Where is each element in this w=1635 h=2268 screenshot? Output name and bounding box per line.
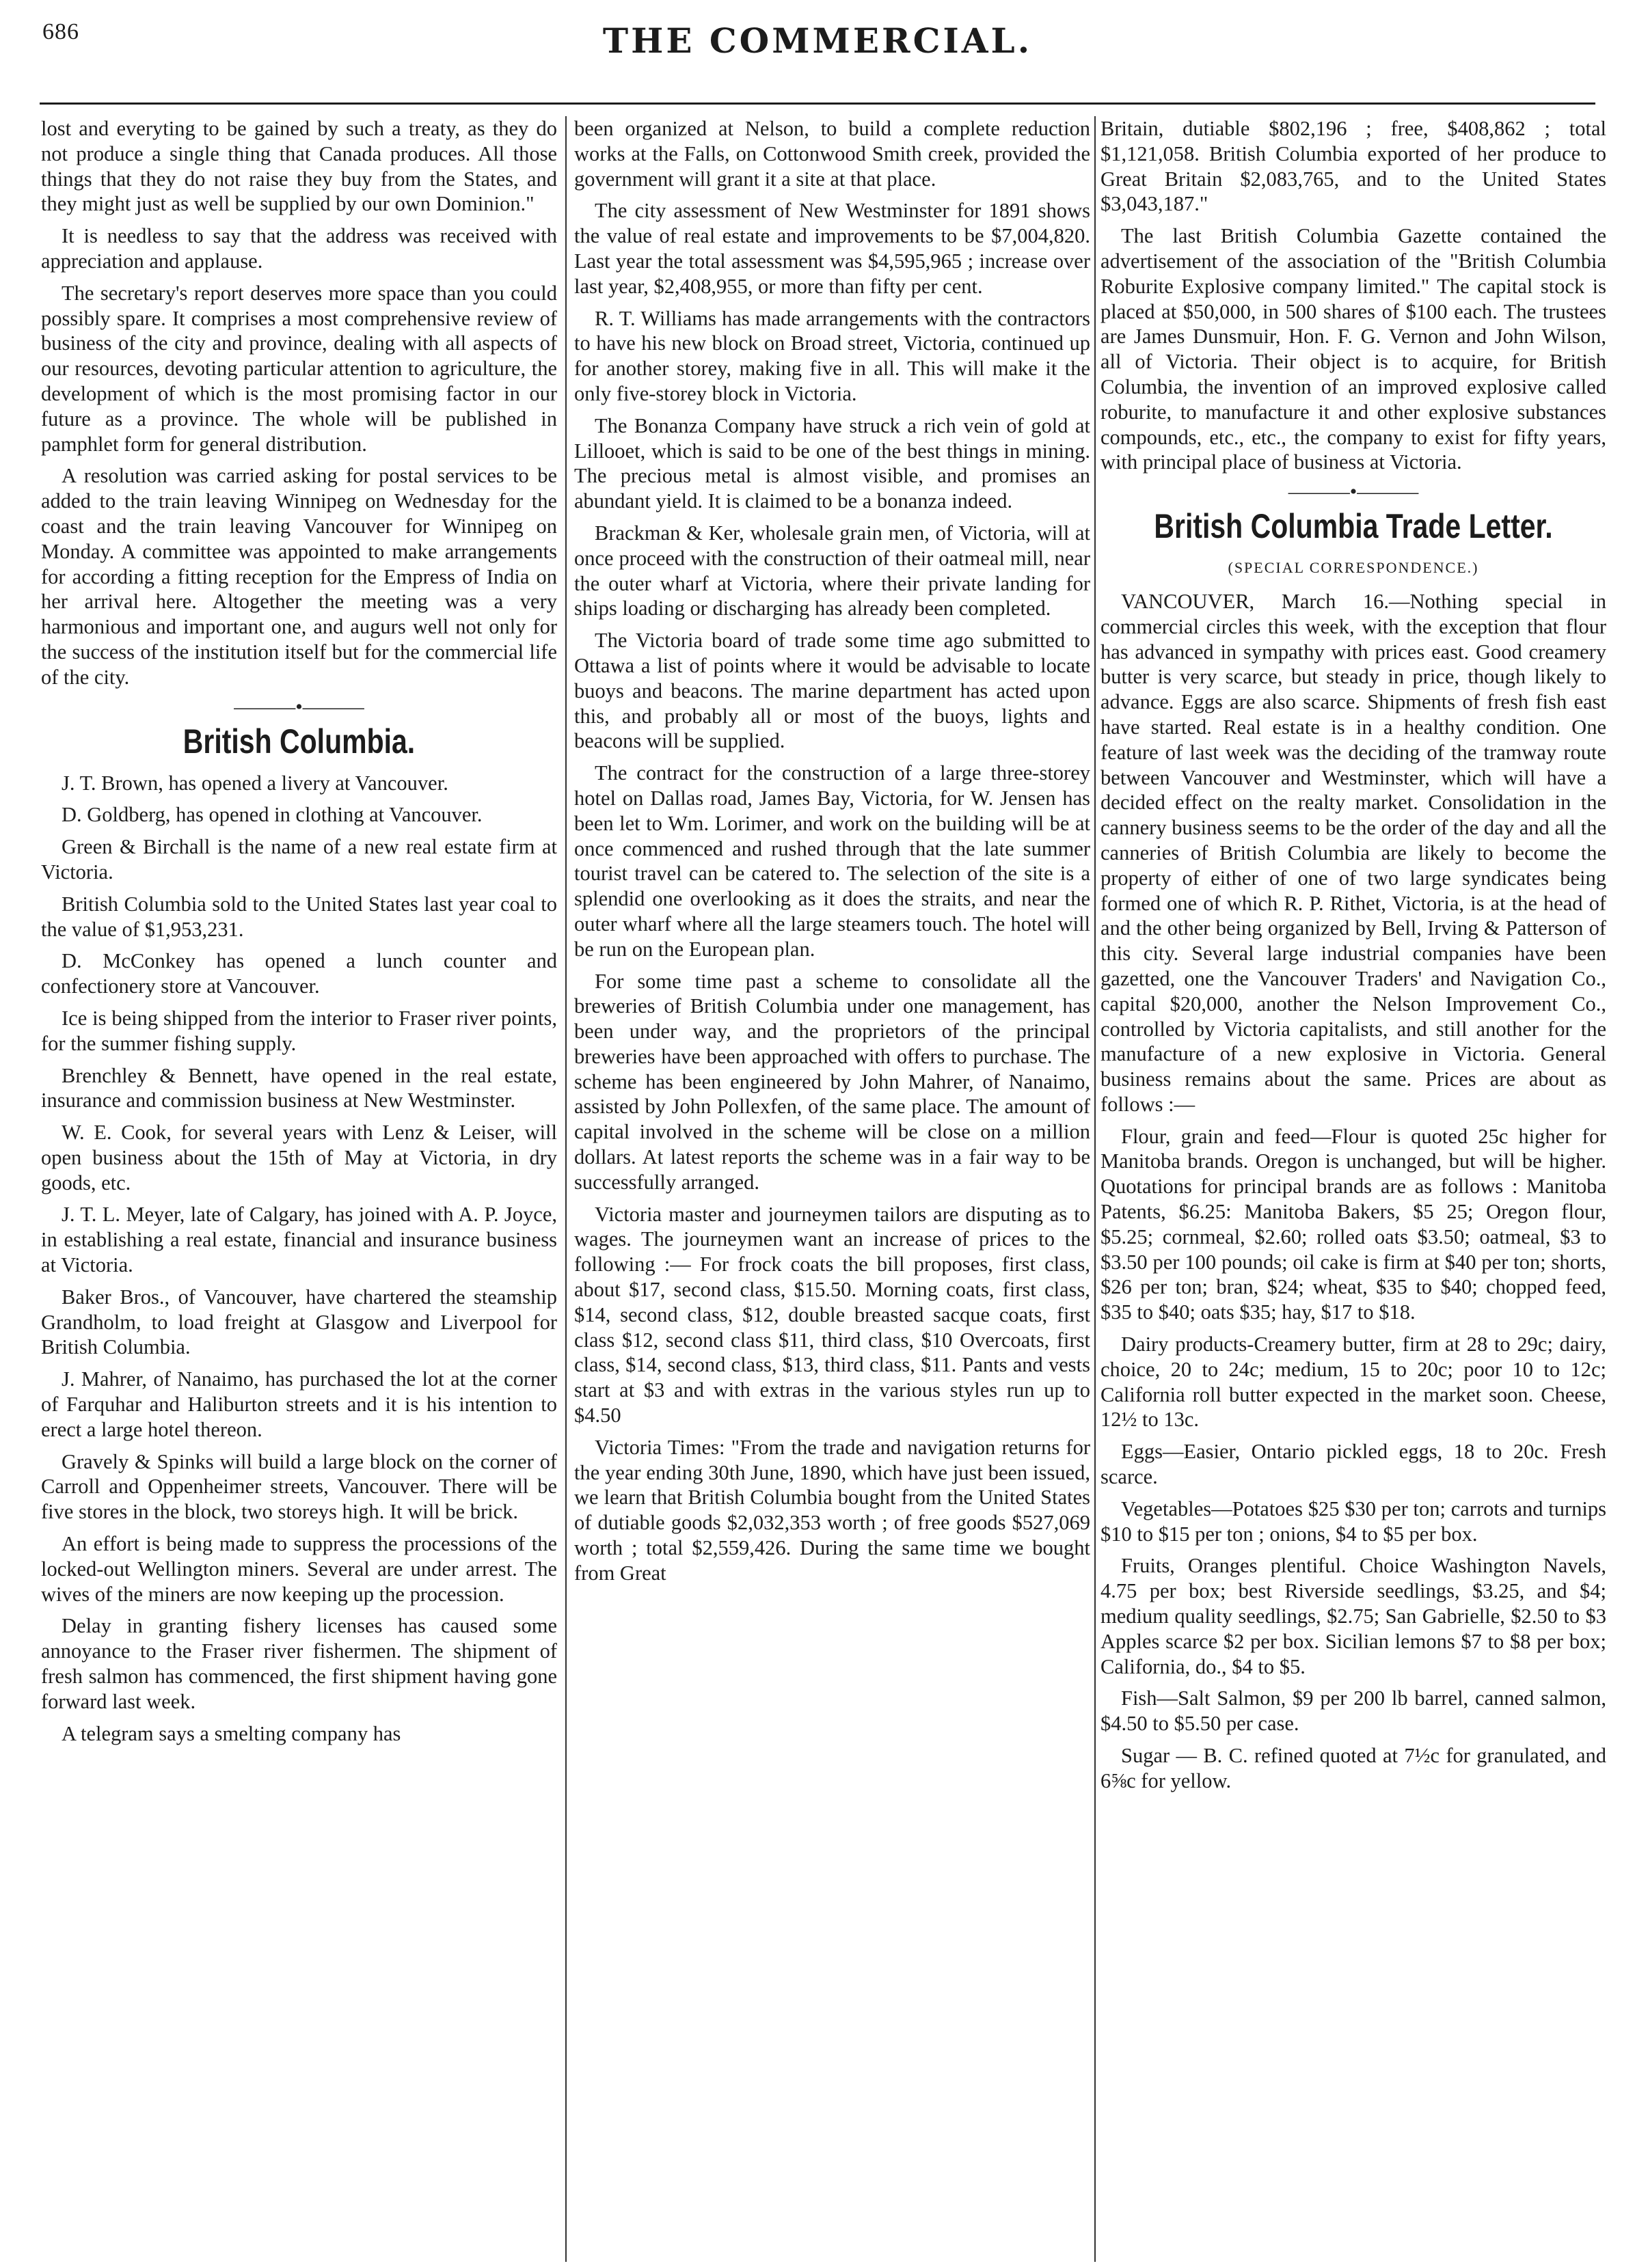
news-item: For some time past a scheme to consolidate all the breweries of British Columbia under one management, has been under way, and the proprietors of the principal breweries have been approached with offers to purchase. The scheme has been engineered by John Mahrer, of Nanaimo, assisted by John Pollexfen, of the same place. The amount of capital involved in the scheme will be close on a million dollars. At latest reports the scheme was in a fair way to be successfully arranged. (574, 969, 1090, 1194)
news-item: A telegram says a smelting company has (62, 1721, 401, 1745)
news-item: Baker Bros., of Vancouver, have chartered the steamship Grandholm, to load freight at Glasgow and Liverpool for British Columbia. (41, 1285, 557, 1359)
news-item: An effort is being made to suppress the processions of the locked-out Wellington miners. Several are under arrest. The wives of the miners are now keeping up the procession. (41, 1532, 557, 1606)
column-3 (1100, 116, 1606, 2262)
news-item: J. T. Brown, has opened a livery at Vancouver. (62, 771, 448, 795)
section-heading: British Columbia. (183, 722, 416, 761)
column-2 (574, 116, 1090, 2262)
news-item: The last British Columbia Gazette contained the advertisement of the association of the "British Columbia Roburite Explosive company limited." The capital stock is placed at $50,000, in 500 shares of $100 each. The trustees are James Dunsmuir, Hon. F. G. Vernon and John Wilson, all of Victoria. Their object is to acquire, for British Columbia, the invention of an improved explosive called roburite, to manufacture it and other explosive substances compounds, etc., etc., the company to exist for fifty years, with principal place of business at Victoria. (1100, 224, 1606, 474)
column-divider (1094, 116, 1096, 2262)
news-item: Delay in granting fishery licenses has caused some annoyance to the Fraser river fishermen. The shipment of fresh salmon has commenced, the first shipment having gone forward last week. (41, 1614, 557, 1713)
news-item: Ice is being shipped from the interior to Fraser river points, for the summer fishing supply. (41, 1006, 557, 1055)
article-paragraph: It is needless to say that the address was received with appreciation and applause. (41, 224, 557, 273)
news-item: D. McConkey has opened a lunch counter and confectionery store at Vancouver. (41, 949, 557, 998)
news-item: Victoria Times: "From the trade and navigation returns for the year ending 30th June, 1890, which have just been issued, we learn that British Columbia bought from the United States of dutiable goods $2,032,353 worth ; of free goods $527,069 worth ; total $2,559,426. During the same time we bought from Great (574, 1435, 1090, 1585)
news-item: British Columbia sold to the United States last year coal to the value of $1,953,231. (41, 892, 557, 941)
news-item: The contract for the construction of a large three-storey hotel on Dallas road, James Bay, Victoria, for W. Jensen has been let to Wm. Lorimer, and work on the building will be at once commenced and rushed through that the late summer tourist travel can be catered to. The selection of the site is a splendid one overlooking as it does the straits, and near the outer wharf where all the large steamers touch. The hotel will be run on the European plan. (574, 761, 1090, 961)
article-paragraph: A resolution was carried asking for postal services to be added to the train leaving Winnipeg on Wednesday for the coast and the train leaving Vancouver for Winnipeg on Monday. A committee was appointed to make arrangements for according a fitting reception for the Empress of India on her arrival here. Altogether the meeting was a very harmonious and important one, and augurs well not only for the success of the institution itself but for the commercial life of the city. (41, 464, 557, 689)
section-divider-ornament: ———•——— (1288, 480, 1419, 504)
news-item: J. T. L. Meyer, late of Calgary, has joined with A. P. Joyce, in establishing a real estate, financial and insurance business at Victoria. (41, 1203, 557, 1277)
news-item: Brenchley & Bennett, have opened in the real estate, insurance and commission business at New Westminster. (41, 1063, 557, 1112)
news-item: Green & Birchall is the name of a new real estate firm at Victoria. (41, 835, 557, 884)
news-item: R. T. Williams has made arrangements with the contractors to have his new block on Broad street, Victoria, continued up for another storey, making five in all. This will make it the only five-storey block in Victoria. (574, 306, 1090, 405)
news-item: Gravely & Spinks will build a large block on the corner of Carroll and Oppenheimer streets, Vancouver. There will be five stores in the block, two storeys high. It will be brick. (41, 1449, 557, 1524)
news-item: The Bonanza Company have struck a rich vein of gold at Lillooet, which is said to be one of the best things in mining. The precious metal is almost visible, and promises an abundant yield. It is claimed to be a bonanza indeed. (574, 413, 1090, 513)
section-subheading: (SPECIAL CORRESPONDENCE.) (1228, 559, 1479, 577)
news-item: been organized at Nelson, to build a complete reduction works at the Falls, on Cottonwood Smith creek, provided the government will grant it a site at that place. (574, 117, 1090, 191)
news-item: Brackman & Ker, wholesale grain men, of Victoria, will at once proceed with the construction of their oatmeal mill, near the outer wharf at Victoria, where their private landing for ships loading or discharging has already been completed. (574, 521, 1090, 620)
article-paragraph: lost and everyting to be gained by such a treaty, as they do not produce a single thing that Canada produces. All those things that they do not raise they buy from the States, and they might just as well be supplied by our own Dominion." (41, 117, 557, 216)
news-item: D. Goldberg, has opened in clothing at Vancouver. (62, 803, 483, 827)
market-report-paragraph: Fruits, Oranges plentiful. Choice Washington Navels, 4.75 per box; best Riverside seedlings, $3.25, and $4; medium quality seedlings, $2.75; San Gabrielle, $2.50 to $3 Apples scarce $2 per box. Sicilian lemons $7 to $8 per box; California, do., $4 to $5. (1100, 1554, 1606, 1678)
header-rule (40, 103, 1595, 105)
section-divider-ornament: ———•——— (234, 695, 364, 718)
market-report-paragraph: Eggs—Easier, Ontario pickled eggs, 18 to 20c. Fresh scarce. (1100, 1440, 1606, 1489)
market-report-paragraph: VANCOUVER, March 16.—Nothing special in commercial circles this week, with the exception that flour has advanced in sympathy with prices east. Good creamery butter is very scarce, but steady in price, though likely to advance. Eggs are also scarce. Shipments of fresh fish east have started. Real estate is in a healthy condition. One feature of last week was the deciding of the tramway route between Vancouver and Westminster, which will have a decided effect on the realty market. Consolidation in the cannery business seems to be the order of the day and all the canneries of British Columbia are likely to become the property of either of one of two large syndicates being formed one of which R. P. Rithet, Victoria, is at the head of and the other being organized by Bell, Irving & Patterson of this city. Several large industrial companies have been gazetted, one the Vancouver Traders' and Navigation Co., capital $20,000, another the Nelson Improvement Co., controlled by Victoria capitalists, and still another for the manufacture of a new explosive in Victoria. General business remains about the same. Prices are about as follows :— (1100, 589, 1606, 1116)
section-heading: British Columbia Trade Letter. (1154, 507, 1553, 546)
market-report-paragraph: Vegetables—Potatoes $25 $30 per ton; carrots and turnips $10 to $15 per ton ; onions, $4 to $5 per box. (1100, 1497, 1606, 1546)
market-report-paragraph: Flour, grain and feed—Flour is quoted 25c higher for Manitoba brands. Oregon is unchanged, but will be higher. Quotations for principal brands are as follows : Manitoba Patents, $6.25: Manitoba Bakers, $5 25; Oregon flour, $5.25; cornmeal, $2.60; rolled oats $3.50; oatmeal, $3 to $3.50 per 100 pounds; oil cake is firm at $40 per ton; shorts, $26 per ton; bran, $24; wheat, $35 to $40; chopped feed, $35 to $40; oats $35; hay, $17 to $18. (1100, 1124, 1606, 1324)
market-report-paragraph: Fish—Salt Salmon, $9 per 200 lb barrel, canned salmon, $4.50 to $5.50 per case. (1100, 1686, 1606, 1736)
column-divider (565, 116, 567, 2262)
page-number: 686 (42, 19, 79, 44)
news-item: W. E. Cook, for several years with Lenz & Leiser, will open business about the 15th of May at Victoria, in dry goods, etc. (41, 1121, 557, 1194)
news-item: Britain, dutiable $802,196 ; free, $408,862 ; total $1,121,058. British Columbia exported of her produce to Great Britain $2,083,765, and to the United States $3,043,187." (1100, 117, 1606, 216)
news-item: The Victoria board of trade some time ago submitted to Ottawa a list of points where it would be advisable to locate buoys and beacons. The marine department has acted upon this, and probably all or most of the buoys, lights and beacons will be supplied. (574, 629, 1090, 753)
news-item: The city assessment of New Westminster for 1891 shows the value of real estate and improvements to be $7,004,820. Last year the total assessment was $4,595,965 ; increase over last year, $2,408,955, or more than fifty per cent. (574, 199, 1090, 298)
article-paragraph: The secretary's report deserves more space than you could possibly spare. It comprises a most comprehensive review of business of the city and province, dealing with all aspects of our resources, devoting particular attention to agriculture, the development of which is the most promising factor in our future as a province. The whole will be published in pamphlet form for general distribution. (41, 281, 557, 456)
market-report-paragraph: Dairy products-Creamery butter, firm at 28 to 29c; dairy, choice, 20 to 24c; medium, 15 to 20c; poor 10 to 12c; California roll butter expected in the market soon. Cheese, 12½ to 13c. (1100, 1333, 1606, 1432)
news-item: Victoria master and journeymen tailors are disputing as to wages. The journeymen want an increase of prices to the following :— For frock coats the bill proposes, first class, about $17, second class, $15.50. Morning coats, first class, $14, second class, $12, double breasted sacque coats, first class $12, second class $11, third class, $10 Overcoats, first class, $14, second class, $13, third class, $11. Pants and vests start at $3 and with extras in the various styles run up to $4.50 (574, 1202, 1090, 1427)
market-report-paragraph: Sugar — B. C. refined quoted at 7½c for granulated, and 6⅝c for yellow. (1100, 1744, 1606, 1792)
column-1 (41, 116, 557, 2262)
news-item: J. Mahrer, of Nanaimo, has purchased the lot at the corner of Farquhar and Haliburton streets and it is his intention to erect a large hotel thereon. (41, 1367, 557, 1441)
masthead-title: THE COMMERCIAL. (602, 21, 1033, 61)
